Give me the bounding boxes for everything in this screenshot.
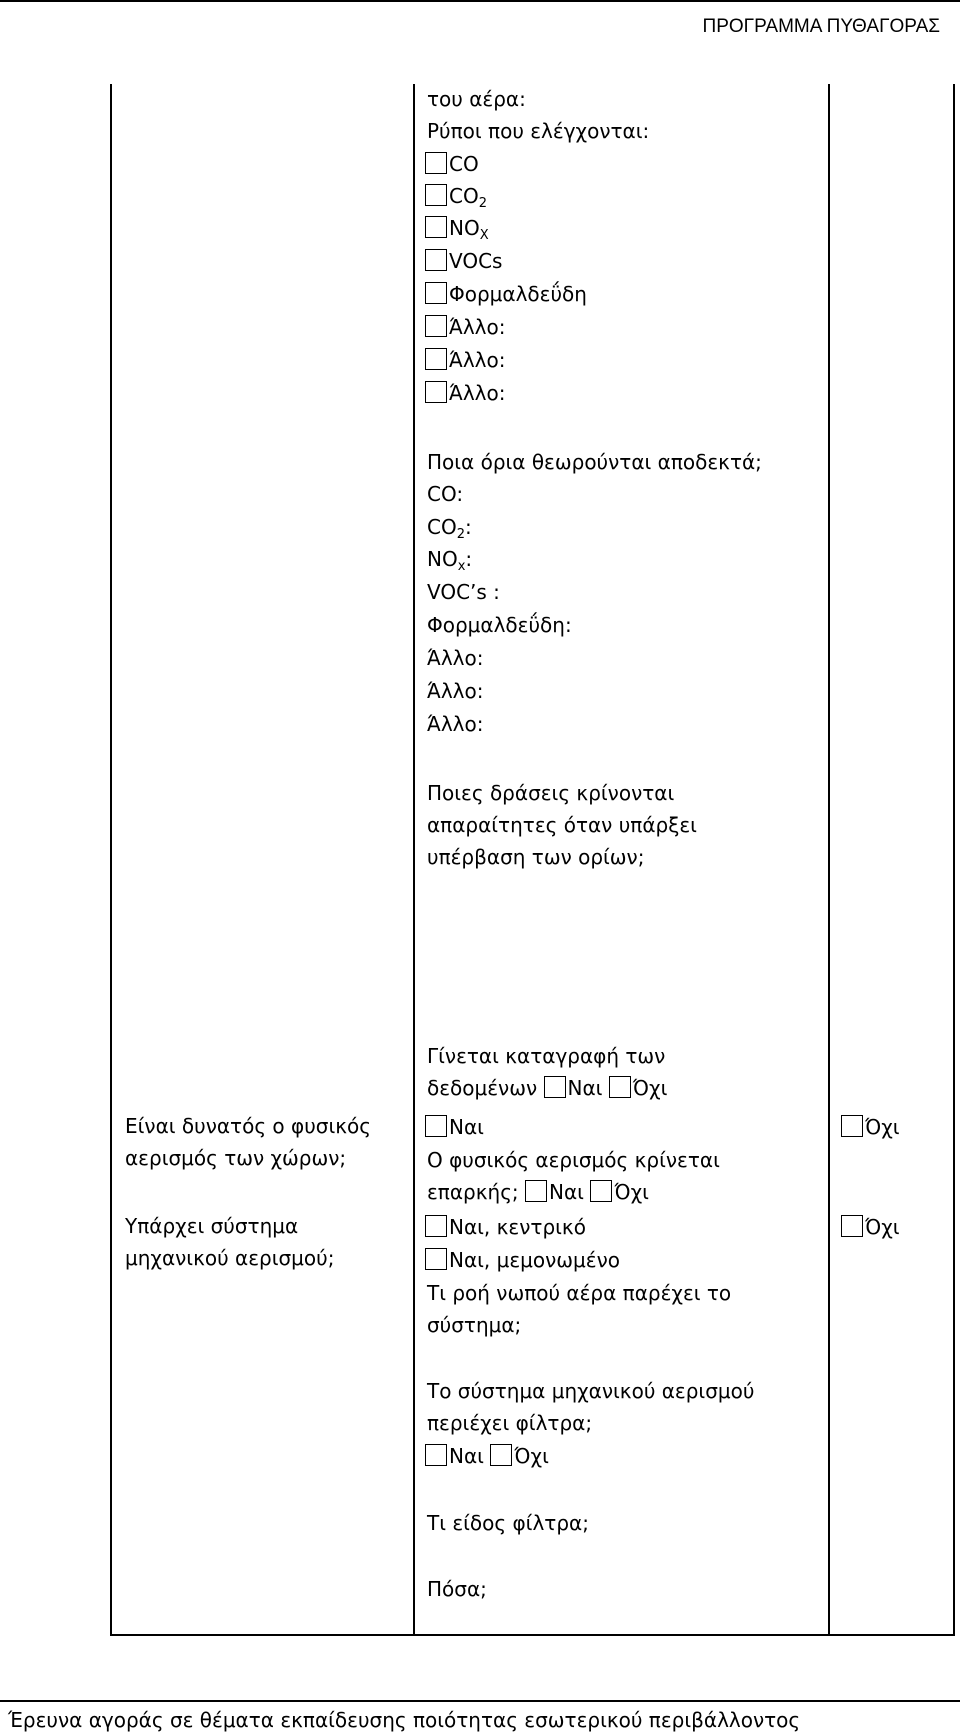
other-1-label: Άλλο: [449,315,506,339]
limit-other-2: Άλλο: [427,679,484,703]
pollutant-other-3-option[interactable] [425,377,506,409]
co-label: CO [449,152,479,176]
pollutant-co-option[interactable] [425,148,479,180]
filter-count-question: Πόσα; [427,1577,487,1601]
recording-no-label: Όχι [632,1076,668,1100]
formaldehyde-checkbox[interactable] [425,282,447,304]
natural-ventilation-question-line-2: αερισμός των χώρων; [125,1146,347,1170]
mechanical-no-checkbox[interactable] [841,1215,863,1237]
central-checkbox[interactable] [425,1215,447,1237]
mechanical-standalone-option[interactable] [425,1244,620,1276]
co2-subscript: 2 [478,196,487,211]
recording-yes-checkbox[interactable] [544,1076,566,1098]
program-title: ΠΡΟΓΡΑΜΜΑ ΠΥΘΑΓΟΡΑΣ [702,16,940,37]
co2-checkbox[interactable] [425,184,447,206]
standalone-label: Ναι, μεμονωμένο [449,1248,620,1272]
vocs-label: VOCs [449,249,503,273]
adequacy-question-text: επαρκής; [427,1180,519,1204]
recording-question-line-2 [427,1072,667,1104]
nox-subscript: X [479,228,489,243]
recording-no-checkbox[interactable] [609,1076,631,1098]
actions-line-3: υπέρβαση των ορίων; [427,845,645,869]
pollutant-other-2-option[interactable] [425,344,506,376]
actions-line-1: Ποιες δράσεις κρίνονται [427,781,675,805]
adequacy-no-checkbox[interactable] [590,1180,612,1202]
natural-yes-checkbox[interactable] [425,1115,447,1137]
filters-no-label: Όχι [514,1444,549,1468]
adequacy-question-line-2 [427,1176,649,1208]
natural-no-checkbox[interactable] [841,1115,863,1137]
table-bottom-border [110,1634,955,1636]
other-2-label: Άλλο: [449,348,506,372]
natural-yes-label: Ναι [449,1115,484,1139]
table-right-border [953,84,955,1636]
nox-checkbox[interactable] [425,216,447,238]
limit-co: CO: [427,482,464,506]
table-left-border [110,84,112,1636]
filters-no-checkbox[interactable] [490,1444,512,1466]
recording-question-line-1: Γίνεται καταγραφή των [427,1044,666,1068]
natural-ventilation-no-option[interactable] [841,1111,900,1143]
adequacy-question-line-1: Ο φυσικός αερισμός κρίνεται [427,1148,720,1172]
natural-ventilation-yes-option[interactable] [425,1111,484,1143]
co2-label: CO [449,184,479,208]
nox-label: NO [449,216,480,240]
filters-options [425,1440,549,1472]
adequacy-yes-checkbox[interactable] [525,1180,547,1202]
pollutant-other-1-option[interactable] [425,311,506,343]
top-rule [0,0,960,2]
mechanical-no-label: Όχι [865,1215,900,1239]
adequacy-yes-label: Ναι [549,1180,584,1204]
natural-no-label: Όχι [865,1115,900,1139]
mechanical-ventilation-question-line-2: μηχανικού αερισμού; [125,1246,335,1270]
filter-type-question: Τι είδος φίλτρα; [427,1511,589,1535]
other-3-checkbox[interactable] [425,381,447,403]
limit-co2-label: CO [427,515,457,539]
central-label: Ναι, κεντρικό [449,1215,586,1239]
filters-yes-label: Ναι [449,1444,484,1468]
pollutants-label: Ρύποι που ελέγχονται: [427,119,650,143]
co-checkbox[interactable] [425,152,447,174]
vocs-checkbox[interactable] [425,249,447,271]
flow-question-line-2: σύστημα; [427,1313,522,1337]
limit-co2-colon: : [465,515,472,539]
mechanical-central-option[interactable] [425,1211,586,1243]
footer-text: Έρευνα αγοράς σε θέματα εκπαίδευσης ποιότητας εσωτερικού περιβάλλοντος [8,1708,801,1732]
limit-other-3: Άλλο: [427,712,484,736]
standalone-checkbox[interactable] [425,1248,447,1270]
limit-nox-label: NO [427,547,458,571]
mechanical-no-option[interactable] [841,1211,900,1243]
flow-question-line-1: Τι ροή νωπού αέρα παρέχει το [427,1281,732,1305]
limit-other-1: Άλλο: [427,646,484,670]
table-divider-1 [413,84,415,1636]
formaldehyde-label: Φορμαλδεΰδη [449,282,587,306]
table-divider-2 [828,84,830,1636]
actions-line-2: απαραίτητες όταν υπάρξει [427,813,697,837]
limits-label: Ποια όρια θεωρούνται αποδεκτά; [427,450,762,474]
filters-question-line-2: περιέχει φίλτρα; [427,1411,593,1435]
limit-nox-subscript: x [457,559,466,574]
adequacy-no-label: Όχι [614,1180,649,1204]
pollutant-formaldehyde-option[interactable] [425,278,587,310]
filters-question-line-1: Το σύστημα μηχανικού αερισμού [427,1379,755,1403]
limit-nox-colon: : [465,547,473,571]
other-2-checkbox[interactable] [425,348,447,370]
mechanical-ventilation-question-line-1: Υπάρχει σύστημα [125,1214,299,1238]
pollutant-vocs-option[interactable] [425,245,502,277]
other-1-checkbox[interactable] [425,315,447,337]
limit-co2-subscript: 2 [456,527,465,542]
natural-ventilation-question-line-1: Είναι δυνατός ο φυσικός [125,1114,371,1138]
recording-question-text: δεδομένων [427,1076,538,1100]
limit-vocs: VOC’s : [427,580,500,604]
other-3-label: Άλλο: [449,381,506,405]
limit-formaldehyde: Φορμαλδεΰδη: [427,613,572,637]
recording-yes-label: Ναι [567,1076,603,1100]
air-intro: του αέρα: [427,87,526,111]
filters-yes-checkbox[interactable] [425,1444,447,1466]
footer-rule [0,1700,960,1702]
